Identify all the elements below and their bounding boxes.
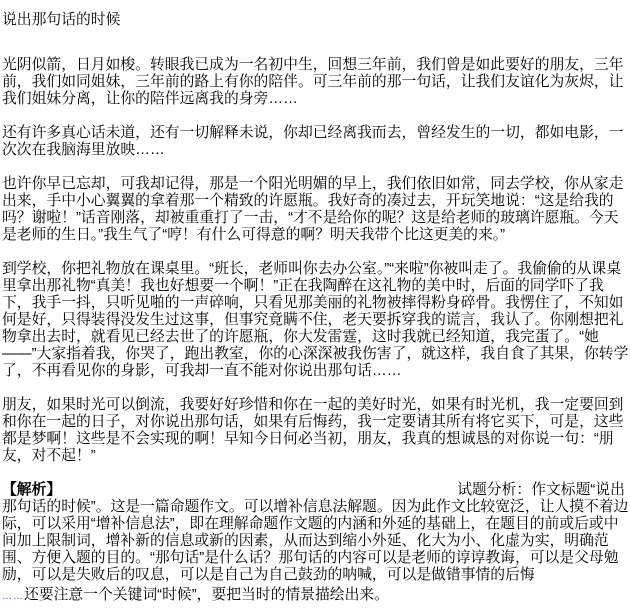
essay-paragraph-2: 还有许多真心话未道，还有一切解释未说，你却已经离我而去，曾经发生的一切，都如电影，一次次在我脑海里放映……: [2, 125, 624, 158]
analysis-tail-text: 还要注意一个关键词“时候”，要把当时的情景描绘出来。: [24, 587, 389, 603]
essay-paragraph-4: 到学校，你把礼物放在课桌里。“班长，老师叫你去办公室。”“来啦”你被叫走了。我偷偷的从课桌里拿出那礼物“真美！我也好想要一个啊！”正在我陶醉在这礼物的美中时，后面的同学吓了我下，我手一抖，只听见啪的一声碎响，只看见那美丽的礼物被摔得粉身碎骨。我愣住了，不知如何是好，只得装得没发生过这事，但事究竟瞒不住，老天要拆穿我的谎言，我认了。你刚想把礼物拿出去时，就看见已经去世了的许愿瓶，你大发雷霆，这时我就已经知道，我完蛋了。“她——”大家指着我，你哭了，跑出教室，你的心深深被我伤害了，就这样，我自食了其果，你转学了，不再看见你的身影，可我却一直不能对你说出那句话……: [2, 261, 629, 379]
analysis-label: 【解析】: [2, 482, 62, 498]
essay-title: 说出那句话的时候: [2, 12, 121, 28]
essay-document: [2, 12, 629, 605]
essay-paragraph-5: 朋友，如果时光可以倒流，我要好好珍惜和你在一起的美好时光，如果有时光机，我一定要回到和你在一起的日子，对你说出那句话，如果有后悔药，我一定要请其所有将它买下，可是，这些都是梦啊！这些是不会实现的啊！早知今日何必当初，朋友，我真的想诚恳的对你说一句：“朋友，对不起！”: [2, 397, 624, 464]
analysis-tail-line: [2, 587, 629, 605]
analysis-section: [2, 482, 629, 605]
analysis-paragraph: [2, 482, 629, 584]
analysis-gap-spacer: [61, 493, 457, 494]
essay-paragraph-3: 也许你早已忘却，可我却记得，那是一个阳光明媚的早上，我们依旧如常，同去学校，你从家走出来，手中小心翼翼的拿着那一个精致的许愿瓶。我好奇的凑过去，开玩笑地说：“这是给我的吗？谢啦！”话音刚落，却被重重打了一击，“才不是给你的呢？这是给老师的玻璃许愿瓶。今天是老师的生日。”我生气了“哼！有什么可得意的啊？明天我带个比这更美的来。”: [2, 176, 624, 243]
expand-ellipsis-link[interactable]: ……: [2, 591, 24, 602]
essay-paragraph-1: 光阴似箭，日月如梭。转眼我已成为一名初中生，回想三年前，我们曾是如此要好的朋友，三年前，我们如同姐妹，三年前的路上有你的陪伴。可三年前的那一句话，让我们友谊化为灰烬，让我们姐妹分离，让你的陪伴远离我的身旁……: [2, 57, 624, 107]
analysis-body-text: 试题分析：作文标题“说出那句话的时候”。这是一篇命题作文。可以增补信息法解题。因为此作文比较宽泛，让人摸不着边际，可以采用“增补信息法”，即在理解命题作文题的内涵和外延的基础上，在题目的前或后或中间加上限制词，增补新的信息或新的因素，从而达到缩小外延、化大为小、化虚为实，明确范围、方便入题的目的。“那句话”是什么话？那句话的内容可以是老师的谆谆教诲，可以是父母勉励，可以是失败后的叹息，可以是自己为自己鼓劲的呐喊，可以是做错事情的后悔: [2, 482, 629, 583]
